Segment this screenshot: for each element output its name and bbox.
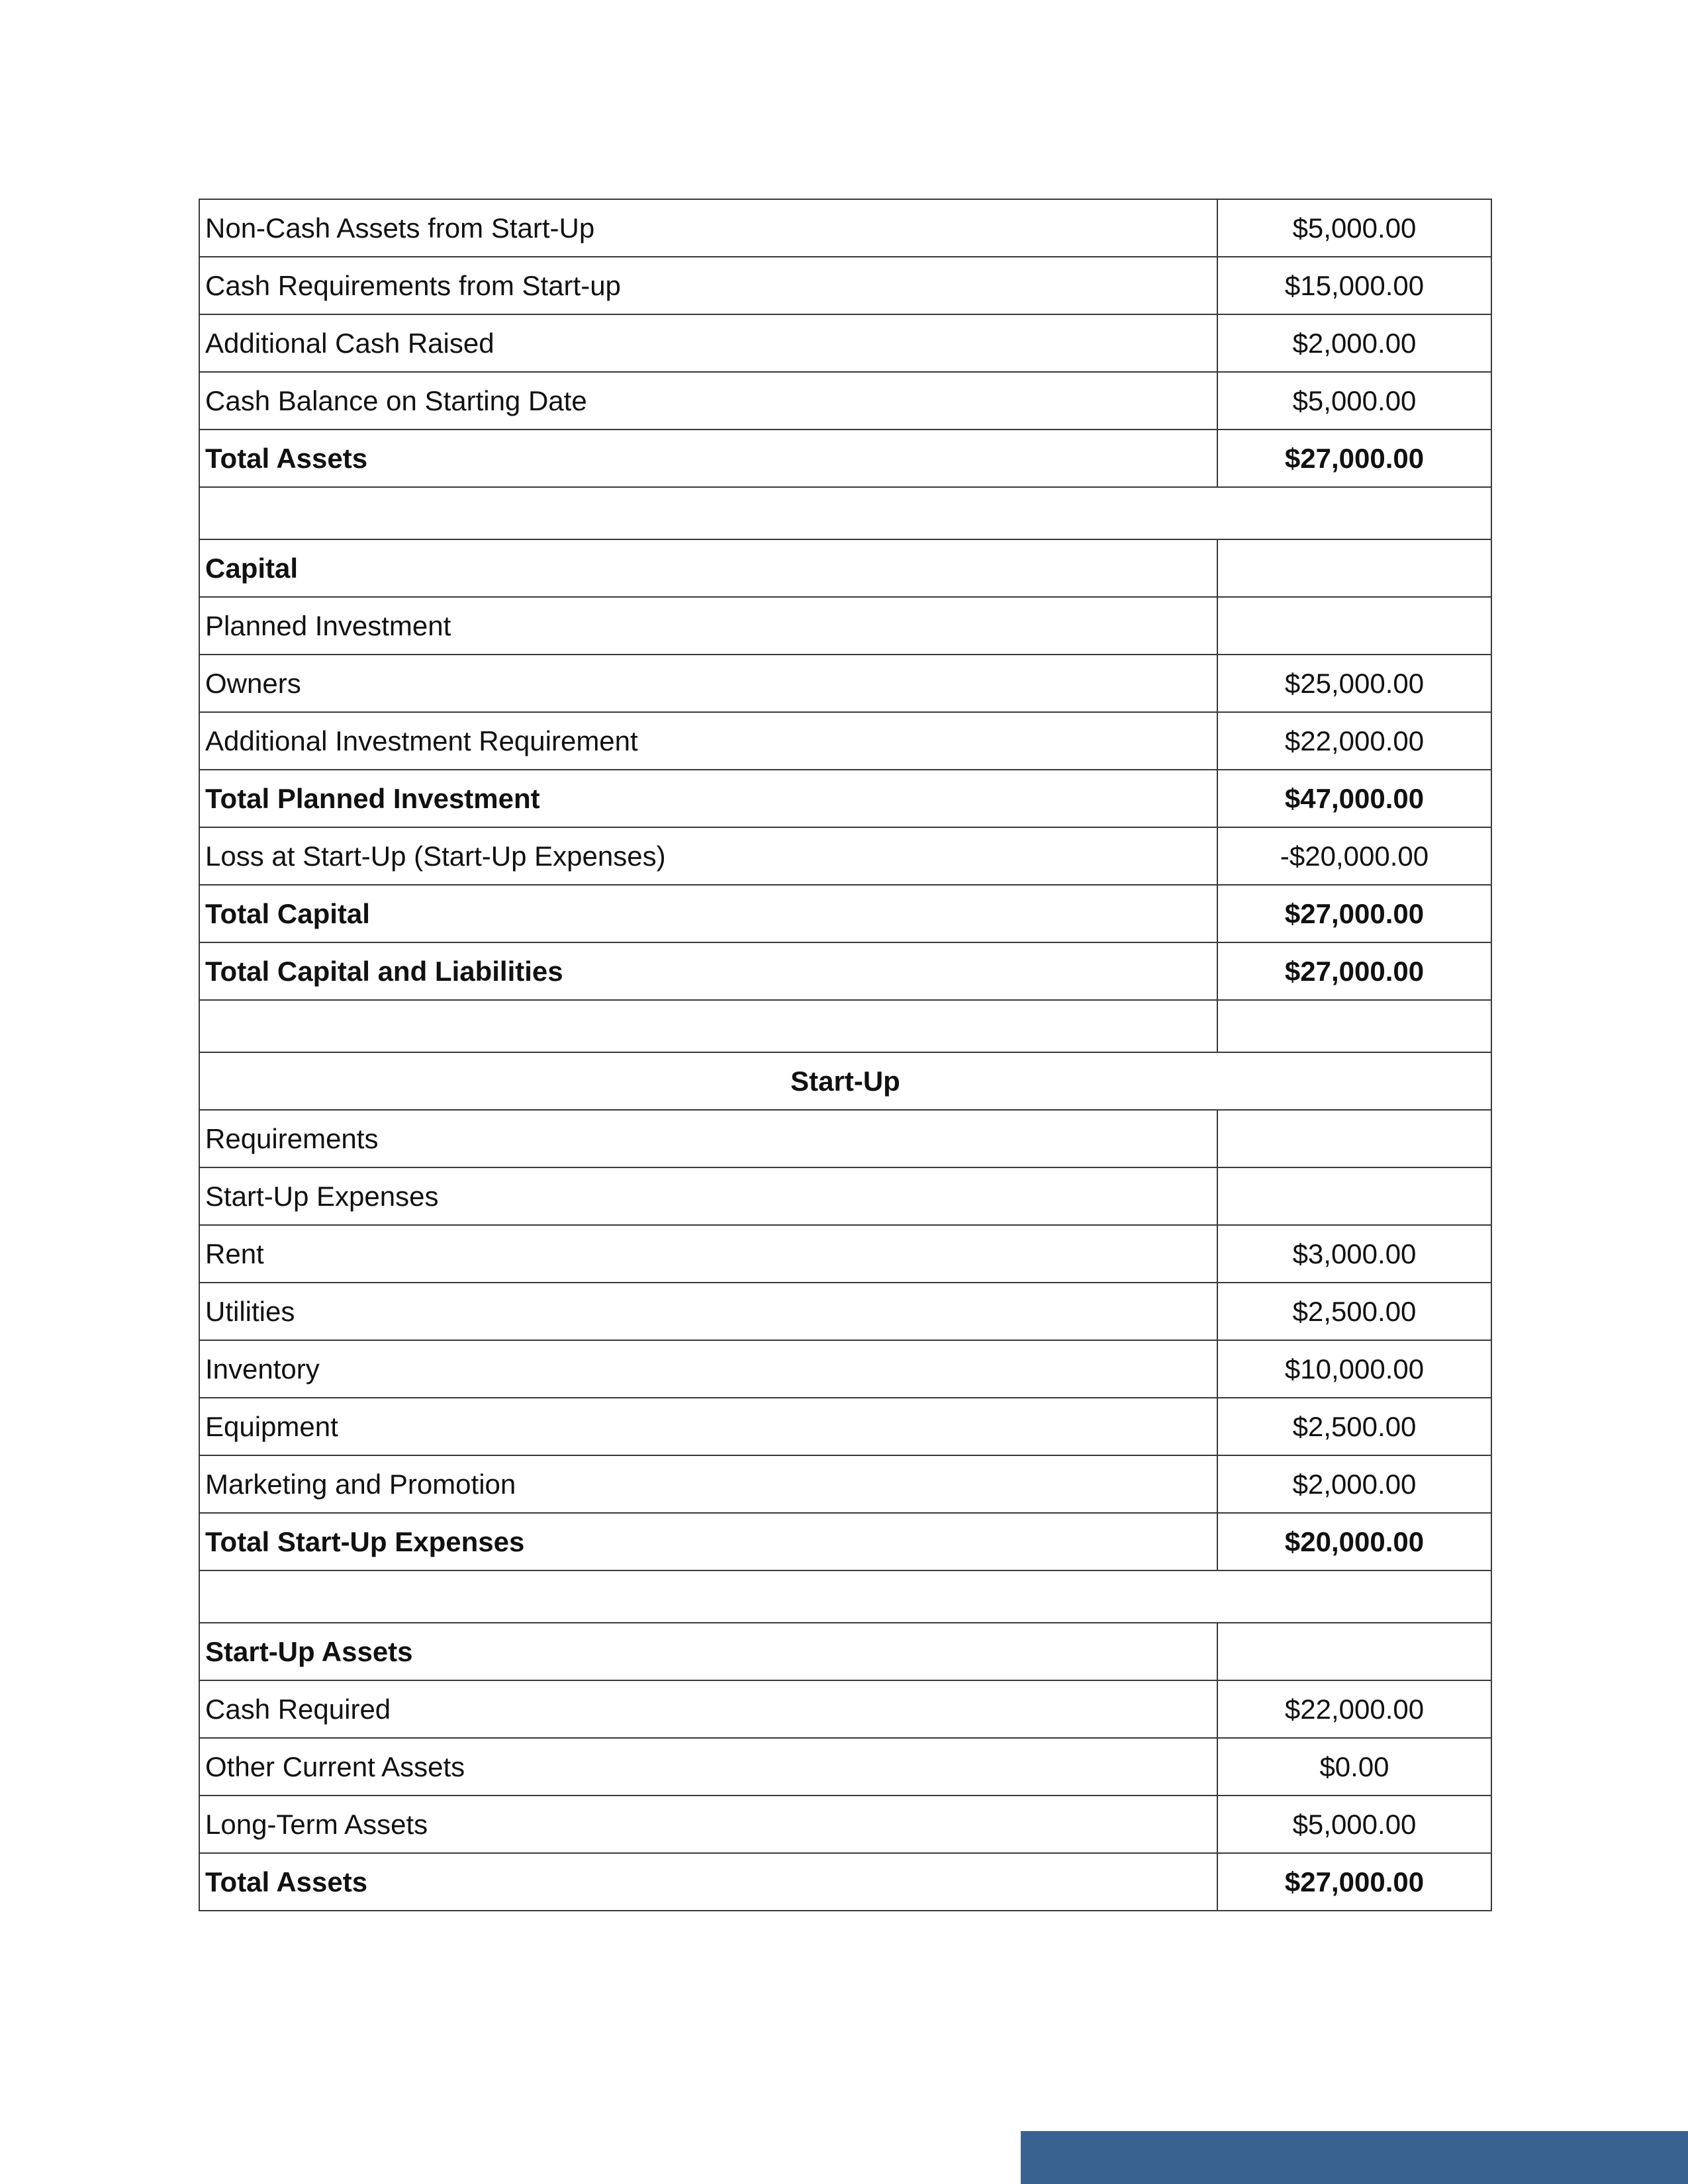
section-heading-row <box>199 1052 1491 1110</box>
total-row <box>199 942 1491 1000</box>
row-label: Long-Term Assets <box>199 1796 1217 1853</box>
row-amount: $5,000.00 <box>1217 372 1491 430</box>
table-row <box>199 712 1491 770</box>
table-row <box>199 655 1491 712</box>
row-amount: $5,000.00 <box>1217 1796 1491 1853</box>
table-row <box>199 1738 1491 1796</box>
row-amount <box>1217 539 1491 597</box>
table-row <box>199 257 1491 314</box>
table-row <box>199 827 1491 885</box>
row-amount: $2,500.00 <box>1217 1398 1491 1455</box>
table-row <box>199 372 1491 430</box>
row-label: Rent <box>199 1225 1217 1283</box>
row-amount <box>1217 1623 1491 1680</box>
spacer-row <box>199 1000 1491 1052</box>
row-amount <box>1217 1110 1491 1167</box>
total-row <box>199 1853 1491 1911</box>
row-label: Utilities <box>199 1283 1217 1340</box>
row-amount <box>1217 1167 1491 1225</box>
row-label: Start-Up Assets <box>199 1623 1217 1680</box>
total-row <box>199 539 1491 597</box>
row-amount: $5,000.00 <box>1217 199 1491 257</box>
row-amount: $25,000.00 <box>1217 655 1491 712</box>
row-label: Marketing and Promotion <box>199 1455 1217 1513</box>
row-label: Other Current Assets <box>199 1738 1217 1796</box>
row-label: Start-Up Expenses <box>199 1167 1217 1225</box>
row-label: Planned Investment <box>199 597 1217 655</box>
total-row <box>199 1623 1491 1680</box>
row-amount: $10,000.00 <box>1217 1340 1491 1398</box>
spacer-cell <box>1217 1000 1491 1052</box>
spacer-row <box>199 487 1491 539</box>
total-row <box>199 770 1491 827</box>
table-row <box>199 1283 1491 1340</box>
footer-accent-bar <box>1021 2131 1688 2184</box>
total-row <box>199 885 1491 942</box>
row-amount: $15,000.00 <box>1217 257 1491 314</box>
row-amount: -$20,000.00 <box>1217 827 1491 885</box>
spacer-cell <box>199 487 1491 539</box>
table-row <box>199 1167 1491 1225</box>
row-amount: $2,000.00 <box>1217 314 1491 372</box>
row-amount: $22,000.00 <box>1217 1680 1491 1738</box>
row-amount: $20,000.00 <box>1217 1513 1491 1570</box>
row-amount: $27,000.00 <box>1217 1853 1491 1911</box>
row-amount: $2,000.00 <box>1217 1455 1491 1513</box>
table-row <box>199 597 1491 655</box>
row-label: Requirements <box>199 1110 1217 1167</box>
row-label: Non-Cash Assets from Start-Up <box>199 199 1217 257</box>
table-row <box>199 314 1491 372</box>
row-label: Loss at Start-Up (Start-Up Expenses) <box>199 827 1217 885</box>
row-amount: $2,500.00 <box>1217 1283 1491 1340</box>
row-amount: $3,000.00 <box>1217 1225 1491 1283</box>
table-row <box>199 1110 1491 1167</box>
row-amount: $47,000.00 <box>1217 770 1491 827</box>
table-row <box>199 1340 1491 1398</box>
row-label: Owners <box>199 655 1217 712</box>
row-amount <box>1217 597 1491 655</box>
row-amount: $27,000.00 <box>1217 942 1491 1000</box>
total-row <box>199 430 1491 487</box>
row-label: Total Planned Investment <box>199 770 1217 827</box>
row-amount: $27,000.00 <box>1217 430 1491 487</box>
row-label: Capital <box>199 539 1217 597</box>
table-row <box>199 1680 1491 1738</box>
table-body <box>199 199 1491 1911</box>
row-label: Inventory <box>199 1340 1217 1398</box>
row-label: Cash Balance on Starting Date <box>199 372 1217 430</box>
row-label: Total Capital <box>199 885 1217 942</box>
table-row <box>199 1796 1491 1853</box>
spacer-cell <box>199 1570 1491 1623</box>
row-label: Additional Investment Requirement <box>199 712 1217 770</box>
row-label: Total Capital and Liabilities <box>199 942 1217 1000</box>
row-label: Cash Required <box>199 1680 1217 1738</box>
total-row <box>199 1513 1491 1570</box>
table-row <box>199 199 1491 257</box>
row-label: Additional Cash Raised <box>199 314 1217 372</box>
spacer-row <box>199 1570 1491 1623</box>
table-row <box>199 1225 1491 1283</box>
start-up-balance-table <box>199 199 1492 1911</box>
table-row <box>199 1398 1491 1455</box>
row-amount: $22,000.00 <box>1217 712 1491 770</box>
row-amount: $27,000.00 <box>1217 885 1491 942</box>
row-label: Total Assets <box>199 430 1217 487</box>
spacer-cell <box>199 1000 1217 1052</box>
row-amount: $0.00 <box>1217 1738 1491 1796</box>
section-heading: Start-Up <box>199 1052 1491 1110</box>
row-label: Equipment <box>199 1398 1217 1455</box>
row-label: Total Start-Up Expenses <box>199 1513 1217 1570</box>
row-label: Cash Requirements from Start-up <box>199 257 1217 314</box>
table-row <box>199 1455 1491 1513</box>
row-label: Total Assets <box>199 1853 1217 1911</box>
